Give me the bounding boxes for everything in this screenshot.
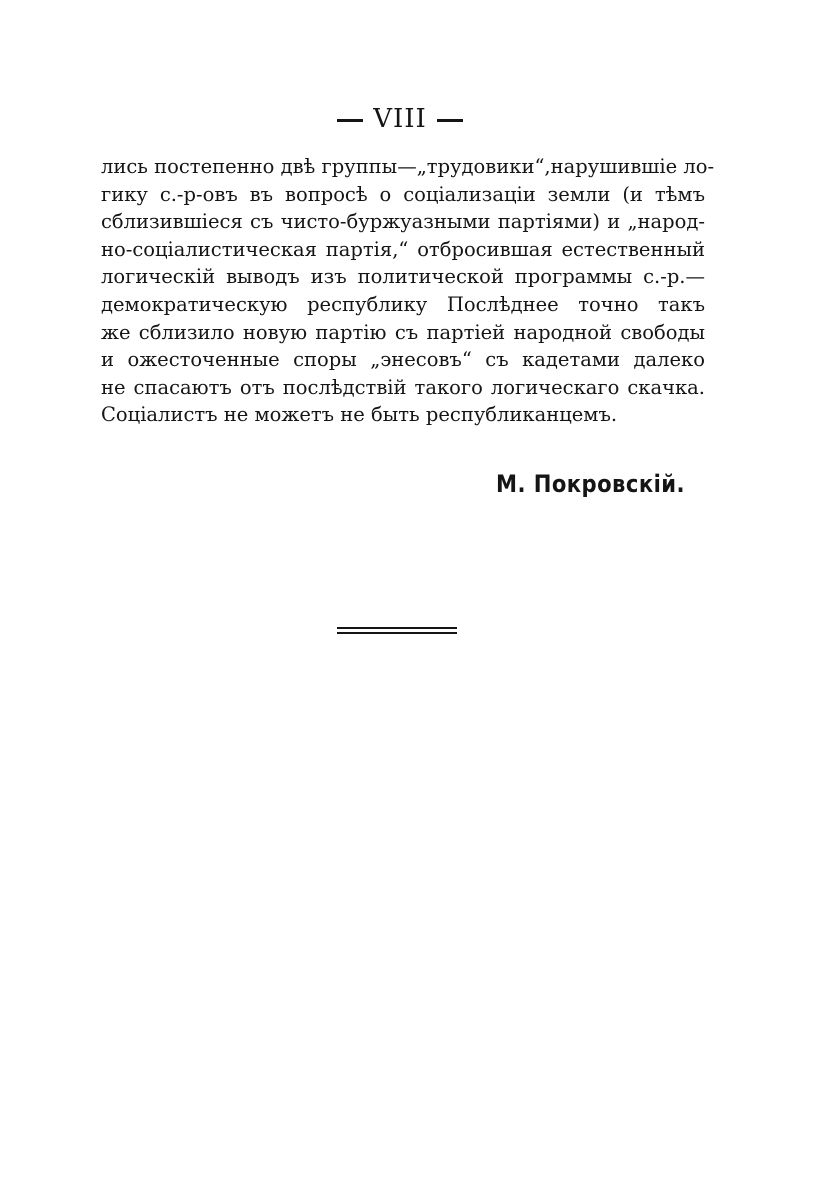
text-line: же сблизило новую партію съ партіей народной свободы [101, 320, 705, 344]
text-line: и ожесточенные споры „энесовъ“ съ кадетами далеко [101, 348, 705, 372]
text-line: не спасаютъ отъ послѣдствій такого логическаго скачка. [101, 375, 705, 399]
text-line: лись постепенно двѣ группы—„трудовики“,нарушившіе ло- [101, 155, 715, 178]
text-line: сблизившіеся съ чисто-буржуазными партіями) и „народ- [101, 210, 705, 234]
right-dash [437, 119, 463, 122]
left-dash [337, 119, 363, 122]
rule-line-top [337, 627, 457, 629]
rule-line-bottom [337, 632, 457, 634]
page-header [0, 104, 800, 134]
text-line: Соціалистъ не можетъ не быть республиканцемъ. [101, 403, 618, 427]
body-paragraph [101, 153, 715, 429]
text-line: гику с.-р-овъ въ вопросѣ о соціализаціи земли (и тѣмъ [101, 182, 705, 206]
text-line: демократическую республику Послѣднее точно такъ [101, 292, 705, 316]
page-number: VIII [373, 104, 427, 134]
author-signature: М. Покровскій. [496, 470, 685, 498]
end-rule-divider [337, 627, 457, 635]
text-line: логическій выводъ изъ политической программы с.-р.— [101, 265, 705, 289]
text-line: но-соціалистическая партія,“ отбросившая естественный [101, 237, 705, 261]
